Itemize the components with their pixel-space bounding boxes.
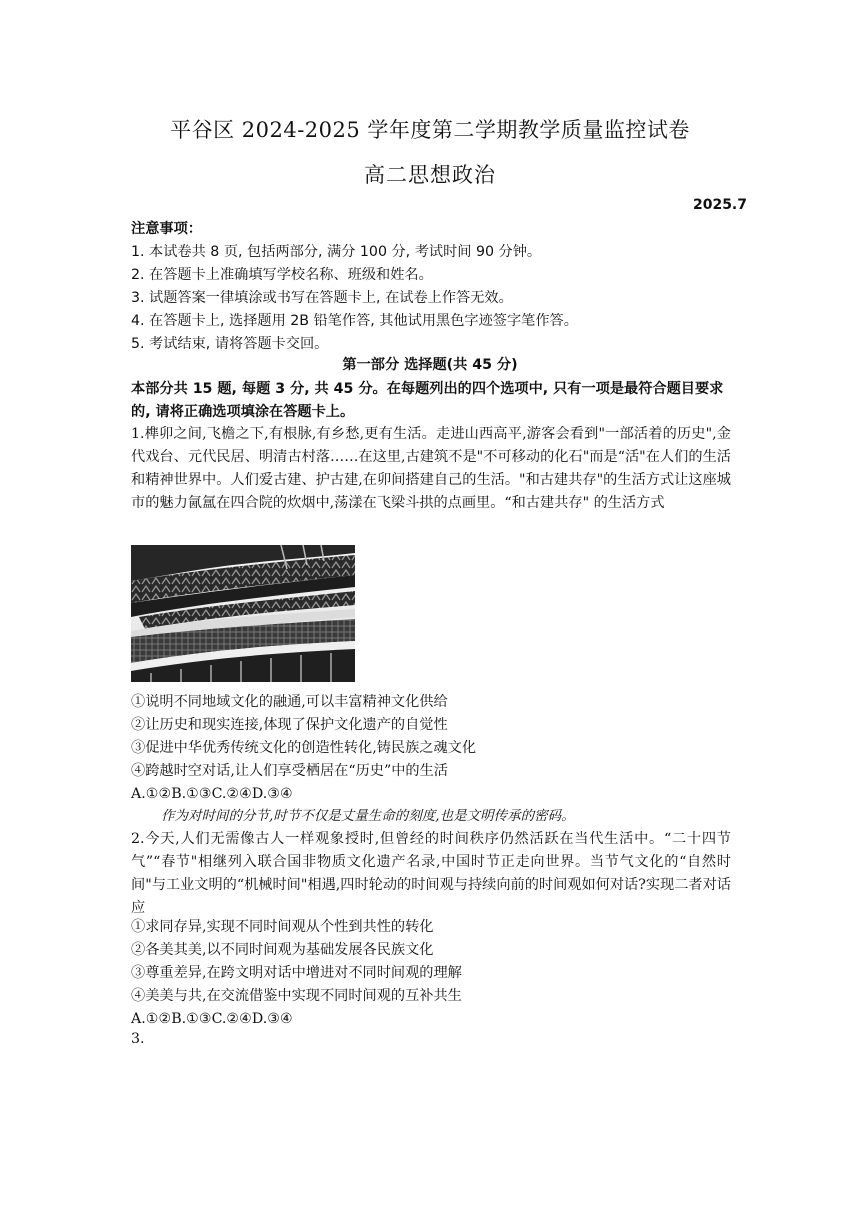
option-item: ②让历史和现实连接,体现了保护文化遗产的自觉性 (131, 717, 448, 733)
answer-choices: A.①②B.①③C.②④D.③④ (131, 786, 293, 802)
option-item: ④美美与共,在交流借鉴中实现不同时间观的互补共生 (131, 988, 462, 1004)
part1-title: 第一部分 选择题(共 45 分) (342, 357, 518, 373)
exam-date: 2025.7 (692, 197, 747, 213)
option-item: ①说明不同地域文化的融通,可以丰富精神文化供给 (131, 694, 448, 710)
question-1-options (131, 691, 731, 806)
option-item: ②各美其美,以不同时间观为基础发展各民族文化 (131, 942, 434, 958)
exam-subject: 高二思想政治 (364, 163, 496, 187)
part1-instructions: 本部分共 15 题, 每题 3 分, 共 45 分。在每题列出的四个选项中, 只有一项是最符合题目要求的, 请将正确选项填涂在答题卡上。 (131, 381, 724, 420)
option-item: ③尊重差异,在跨文明对话中增进对不同时间观的理解 (131, 965, 462, 981)
option-item: ④跨越时空对话,让人们享受栖居在“历史”中的生活 (131, 763, 448, 779)
option-item: ①求同存异,实现不同时间观从个性到共性的转化 (131, 919, 434, 935)
question-3-number: 3. (131, 1031, 145, 1047)
option-item: ③促进中华优秀传统文化的创造性转化,铸民族之魂文化 (131, 740, 477, 756)
notice-item: 2. 在答题卡上准确填写学校名称、班级和姓名。 (131, 267, 433, 283)
notice-item: 3. 试题答案一律填涂或书写在答题卡上, 在试卷上作答无效。 (131, 290, 513, 306)
question-2-options (131, 916, 731, 1031)
notice-heading: 注意事项： (131, 221, 202, 237)
notice-list (131, 241, 731, 356)
exam-title: 平谷区 2024-2025 学年度第二学期教学质量监控试卷 (170, 118, 690, 142)
notice-item: 1. 本试卷共 8 页, 包括两部分, 满分 100 分, 考试时间 90 分钟。 (131, 244, 542, 260)
answer-choices: A.①②B.①③C.②④D.③④ (131, 1011, 293, 1027)
question-1-stem: 1.榫卯之间,飞檐之下,有根脉,有乡愁,更有生活。走进山西高平,游客会看到"一部活着的历史",金代戏台、元代民居、明清古村落……在这里,古建筑不是"不可移动的化石"而是“活"在人们的生活和精神世界中。人们爱古建、护古建,在卯间搭建自己的生活。"和古建共存"的生活方式让这座城市的魅力氤氲在四合院的炊烟中,荡漾在飞梁斗拱的点画里。“和古建共存" 的生活方式 (131, 426, 731, 511)
ancient-building-photo (131, 545, 355, 682)
notice-item: 4. 在答题卡上, 选择题用 2B 铅笔作答, 其他试用黑色字迹签字笔作答。 (131, 313, 578, 329)
question-2-quote: 作为对时间的分节,时节不仅是丈量生命的刻度,也是文明传承的密码。 (161, 808, 575, 824)
question-2-stem: 2.今天,人们无需像古人一样观象授时,但曾经的时间秩序仍然活跃在当代生活中。“二十四节气”“春节"相继列入联合国非物质文化遗产名录,中国时节正走向世界。当节气文化的“自然时间"与工业文明的“机械时间"相遇,四时轮动的时间观与持续向前的时间观如何对话?实现二者对话应 (131, 831, 731, 916)
notice-item: 5. 考试结束, 请将答题卡交回。 (131, 336, 329, 352)
